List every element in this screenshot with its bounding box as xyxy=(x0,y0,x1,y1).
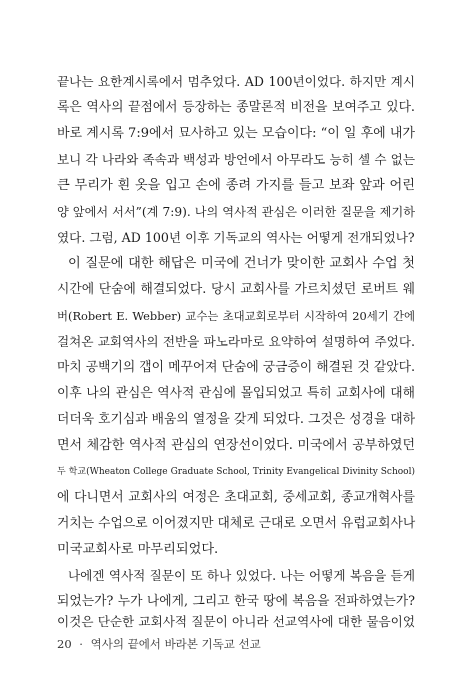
text-line: 끝나는 요한계시록에서 멈추었다. AD 100년이었다. 하지만 계시 xyxy=(57,74,415,89)
text-line: 였다. 그럼, AD 100년 이후 기독교의 역사는 어떻게 전개되었나? xyxy=(57,230,415,245)
text-line-indented: 이 질문에 대한 해답은 미국에 건너가 맞이한 교회사 수업 첫 xyxy=(68,256,415,271)
page-number: 20 xyxy=(57,637,72,651)
text-line: 큰 무리가 흰 옷을 입고 손에 종려 가지를 들고 보좌 앞과 어린 xyxy=(57,178,415,193)
text-line: 이후 나의 관심은 역사적 관심에 몰입되었고 특히 교회사에 대해 xyxy=(57,386,415,401)
text-line: 시간에 단숨에 해결되었다. 당시 교회사를 가르치셨던 로버트 웨 xyxy=(57,282,415,297)
text-line: 이것은 단순한 교회사적 질문이 아니라 선교역사에 대한 물음이었 xyxy=(57,614,415,629)
text-line: 보니 각 나라와 족속과 백성과 방언에서 아무라도 능히 셀 수 없는 xyxy=(57,152,415,167)
text-line: 바로 계시록 7:9에서 묘사하고 있는 모습이다: “이 일 후에 내가 xyxy=(57,126,415,141)
text-line: 미국교회사로 마무리되었다. xyxy=(57,542,219,557)
page-footer xyxy=(57,636,261,652)
text-line: 버(Robert E. Webber) 교수는 초대교회로부터 시작하여 20세기 간에 xyxy=(57,309,415,323)
text-line: 양 앞에서 서서”(계 7:9). 나의 역사적 관심은 이러한 질문을 제기하 xyxy=(57,205,415,219)
text-line: 에 다니면서 교회사의 여정은 초대교회, 중세교회, 종교개혁사를 xyxy=(57,490,415,505)
text-line: 면서 체감한 역사적 관심의 연장선이었다. 미국에서 공부하였던 xyxy=(57,438,415,453)
text-line: 록은 역사의 끝점에서 등장하는 종말론적 비전을 보여주고 있다. xyxy=(57,100,415,115)
text-line: 거치는 수업으로 이어졌지만 대체로 근대로 오면서 유럽교회사나 xyxy=(57,516,416,531)
text-line: 더더욱 호기심과 배움의 열정을 갖게 되었다. 그것은 성경을 대하 xyxy=(57,412,416,427)
text-line: 되었는가? 누가 나에게, 그리고 한국 땅에 복음을 전파하였는가? xyxy=(57,594,415,609)
text-line-indented: 나에겐 역사적 질문이 또 하나 있었다. 나는 어떻게 복음을 듣게 xyxy=(68,568,415,583)
running-title: 역사의 끝에서 바라본 기독교 선교 xyxy=(90,637,261,651)
text-line: 두 학교(Wheaton College Graduate School, Trinity Evangelical Divinity School) xyxy=(57,467,415,477)
text-line: 걸쳐온 교회역사의 전반을 파노라마로 요약하여 설명하여 주었다. xyxy=(57,334,415,349)
footer-separator: · xyxy=(79,637,83,651)
text-line: 마치 공백기의 갭이 메꾸어져 단숨에 궁금증이 해결된 것 같았다. xyxy=(57,360,416,375)
